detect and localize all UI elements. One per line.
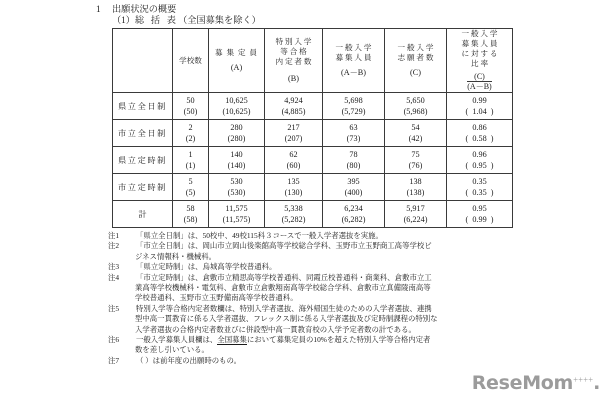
resemom-watermark (472, 372, 600, 394)
cell-applicants: 75 (76) (385, 147, 447, 174)
footnote-label: 注6 (108, 335, 120, 345)
header-general-quota: 一 般 入 学 募 集 人 員 (A－B) (323, 29, 385, 93)
footnote-label: 注1 (108, 231, 120, 240)
footnote-label: 注5 (108, 303, 120, 313)
cell-general-quota: 63 (73) (323, 120, 385, 147)
cell-quota: 11,575 (11,575) (209, 201, 265, 228)
footnote-label: 注4 (108, 272, 120, 282)
cell-general-quota: 6,234 (6,282) (323, 201, 385, 228)
table-row (113, 174, 513, 201)
footnote-text: （ ）は前年度の出願時のもの。 (136, 355, 242, 365)
footnote-text: 「県立全日制」は、50校中、49校115科３コースで一般入学者選抜を実施。 (136, 231, 383, 240)
subsection-number: （1） (112, 15, 135, 25)
table-body (113, 93, 513, 228)
footnote-3 (108, 262, 538, 272)
cell-ratio: 0.95 ( 0.99 ) (447, 201, 513, 228)
cell-general-quota: 395 (400) (323, 174, 385, 201)
subsection-heading (96, 15, 261, 26)
footnote-text: 「市立定時制」は、倉敷市立精思高等学校普通科、同霞丘校普通科・商業科、倉敷市立工 業高等学校機械科・電気科、倉敷市立倉敷翔南高等学校総合学科、倉敷市立真備陵南高等 学校普通科、玉野市立玉野備南高等学校普通科。 (135, 272, 432, 303)
footnote-text: 特別入学等合格内定者数欄は、特別入学者選抜、海外帰国生徒のための入学者選抜、連携 型中高一貫教育に係る入学者選抜、フレックス制に係る入学者選抜及び定時制課程の特別な 入学者選抜の合格内定者数並びに併設型中高一貫教育校の入学予定者数の計である。 (135, 303, 438, 334)
header-quota: 募 集 定 員 (A) (209, 29, 265, 93)
cell-schools: 1 (1) (173, 147, 209, 174)
footnote-text: 一般入学募集人員欄は、全国募集において募集定員の10%を超えた特別入学等合格内定者 数を差し引いている。 (135, 335, 431, 355)
header-ratio-formula: $\frac{(C)}{(A-B)}$ (467, 72, 492, 91)
row-label: 県立全日制 (113, 93, 173, 120)
footnote-label: 注7 (108, 355, 120, 365)
header-quota-symbol: (A) (230, 63, 243, 72)
cell-ratio: 0.86 ( 0.58 ) (447, 120, 513, 147)
watermark-suffix: . (593, 372, 600, 394)
table-header (113, 29, 513, 93)
cell-ratio: 0.35 ( 0.35 ) (447, 174, 513, 201)
admission-statistics-table (112, 28, 513, 228)
header-row-label (113, 29, 173, 93)
footnote-5 (108, 304, 538, 335)
footnote-text: 「市立全日制」は、岡山市立岡山後楽館高等学校総合学科、玉野市立玉野商工高等学校ビ ジネス情報科・機械科。 (135, 241, 432, 261)
table-header-row (113, 29, 513, 93)
cell-applicants: 138 (138) (385, 174, 447, 201)
table-total-row (113, 201, 513, 228)
cell-schools: 50 (50) (173, 93, 209, 120)
row-label: 市立定時制 (113, 174, 173, 201)
footnote-7 (108, 356, 538, 366)
header-special-admission: 特 別 入 学 等 合 格 内 定 者 数 (B) (265, 29, 323, 93)
cell-general-quota: 78 (80) (323, 147, 385, 174)
cell-quota: 140 (140) (209, 147, 265, 174)
header-general-quota-symbol: (A－B) (340, 68, 366, 77)
cell-ratio: 0.99 ( 1.04 ) (447, 93, 513, 120)
section-number: 1 (96, 4, 101, 14)
footnote-2 (108, 241, 538, 262)
header-applicants: 一 般 入 学 志 願 者 数 (C) (385, 29, 447, 93)
cell-quota: 280 (280) (209, 120, 265, 147)
cell-special: 5,338 (5,282) (265, 201, 323, 228)
cell-special: 217 (207) (265, 120, 323, 147)
header-special-symbol: (B) (288, 74, 299, 83)
header-school-count: 学校数 (173, 29, 209, 93)
section-title: 出願状況の概要 (112, 4, 177, 14)
footnotes (108, 231, 538, 366)
cell-special: 135 (130) (265, 174, 323, 201)
footnote-4 (108, 273, 538, 304)
footnote-6 (108, 335, 538, 356)
page-title-block (96, 4, 261, 26)
footnote-emphasis: 全国募集 (217, 335, 247, 345)
cell-quota: 530 (530) (209, 174, 265, 201)
cell-schools: 5 (5) (173, 174, 209, 201)
header-ratio: 一 般 入 学 募 集 人 員 に 対 す る 比 率 $\frac{(C)}{(A-B)}$ (447, 29, 513, 93)
watermark-superscript: ＋＋＋＋ (573, 377, 594, 384)
watermark-text: ReseMom (471, 372, 574, 394)
table-row (113, 120, 513, 147)
cell-applicants: 54 (42) (385, 120, 447, 147)
subsection-title: 総 括 表 (134, 15, 179, 25)
subsection-note: （全国募集を除く） (178, 15, 261, 25)
cell-applicants: 5,650 (5,968) (385, 93, 447, 120)
header-applicants-symbol: (C) (410, 68, 421, 77)
cell-schools: 2 (2) (173, 120, 209, 147)
table-row (113, 147, 513, 174)
statistics-table-wrapper (112, 28, 513, 228)
cell-special: 62 (60) (265, 147, 323, 174)
table-row (113, 93, 513, 120)
cell-ratio: 0.96 ( 0.95 ) (447, 147, 513, 174)
cell-general-quota: 5,698 (5,729) (323, 93, 385, 120)
cell-schools: 58 (58) (173, 201, 209, 228)
footnote-label: 注3 (108, 262, 120, 272)
row-label: 市立全日制 (113, 120, 173, 147)
section-heading (96, 4, 261, 15)
cell-special: 4,924 (4,885) (265, 93, 323, 120)
footnote-label: 注2 (108, 241, 120, 251)
footnote-1 (108, 231, 538, 241)
cell-quota: 10,625 (10,625) (209, 93, 265, 120)
row-label: 県立定時制 (113, 147, 173, 174)
cell-applicants: 5,917 (6,224) (385, 201, 447, 228)
row-label-total: 計 (113, 201, 173, 228)
footnote-text: 「県立定時制」は、烏城高等学校普通科。 (136, 262, 277, 272)
